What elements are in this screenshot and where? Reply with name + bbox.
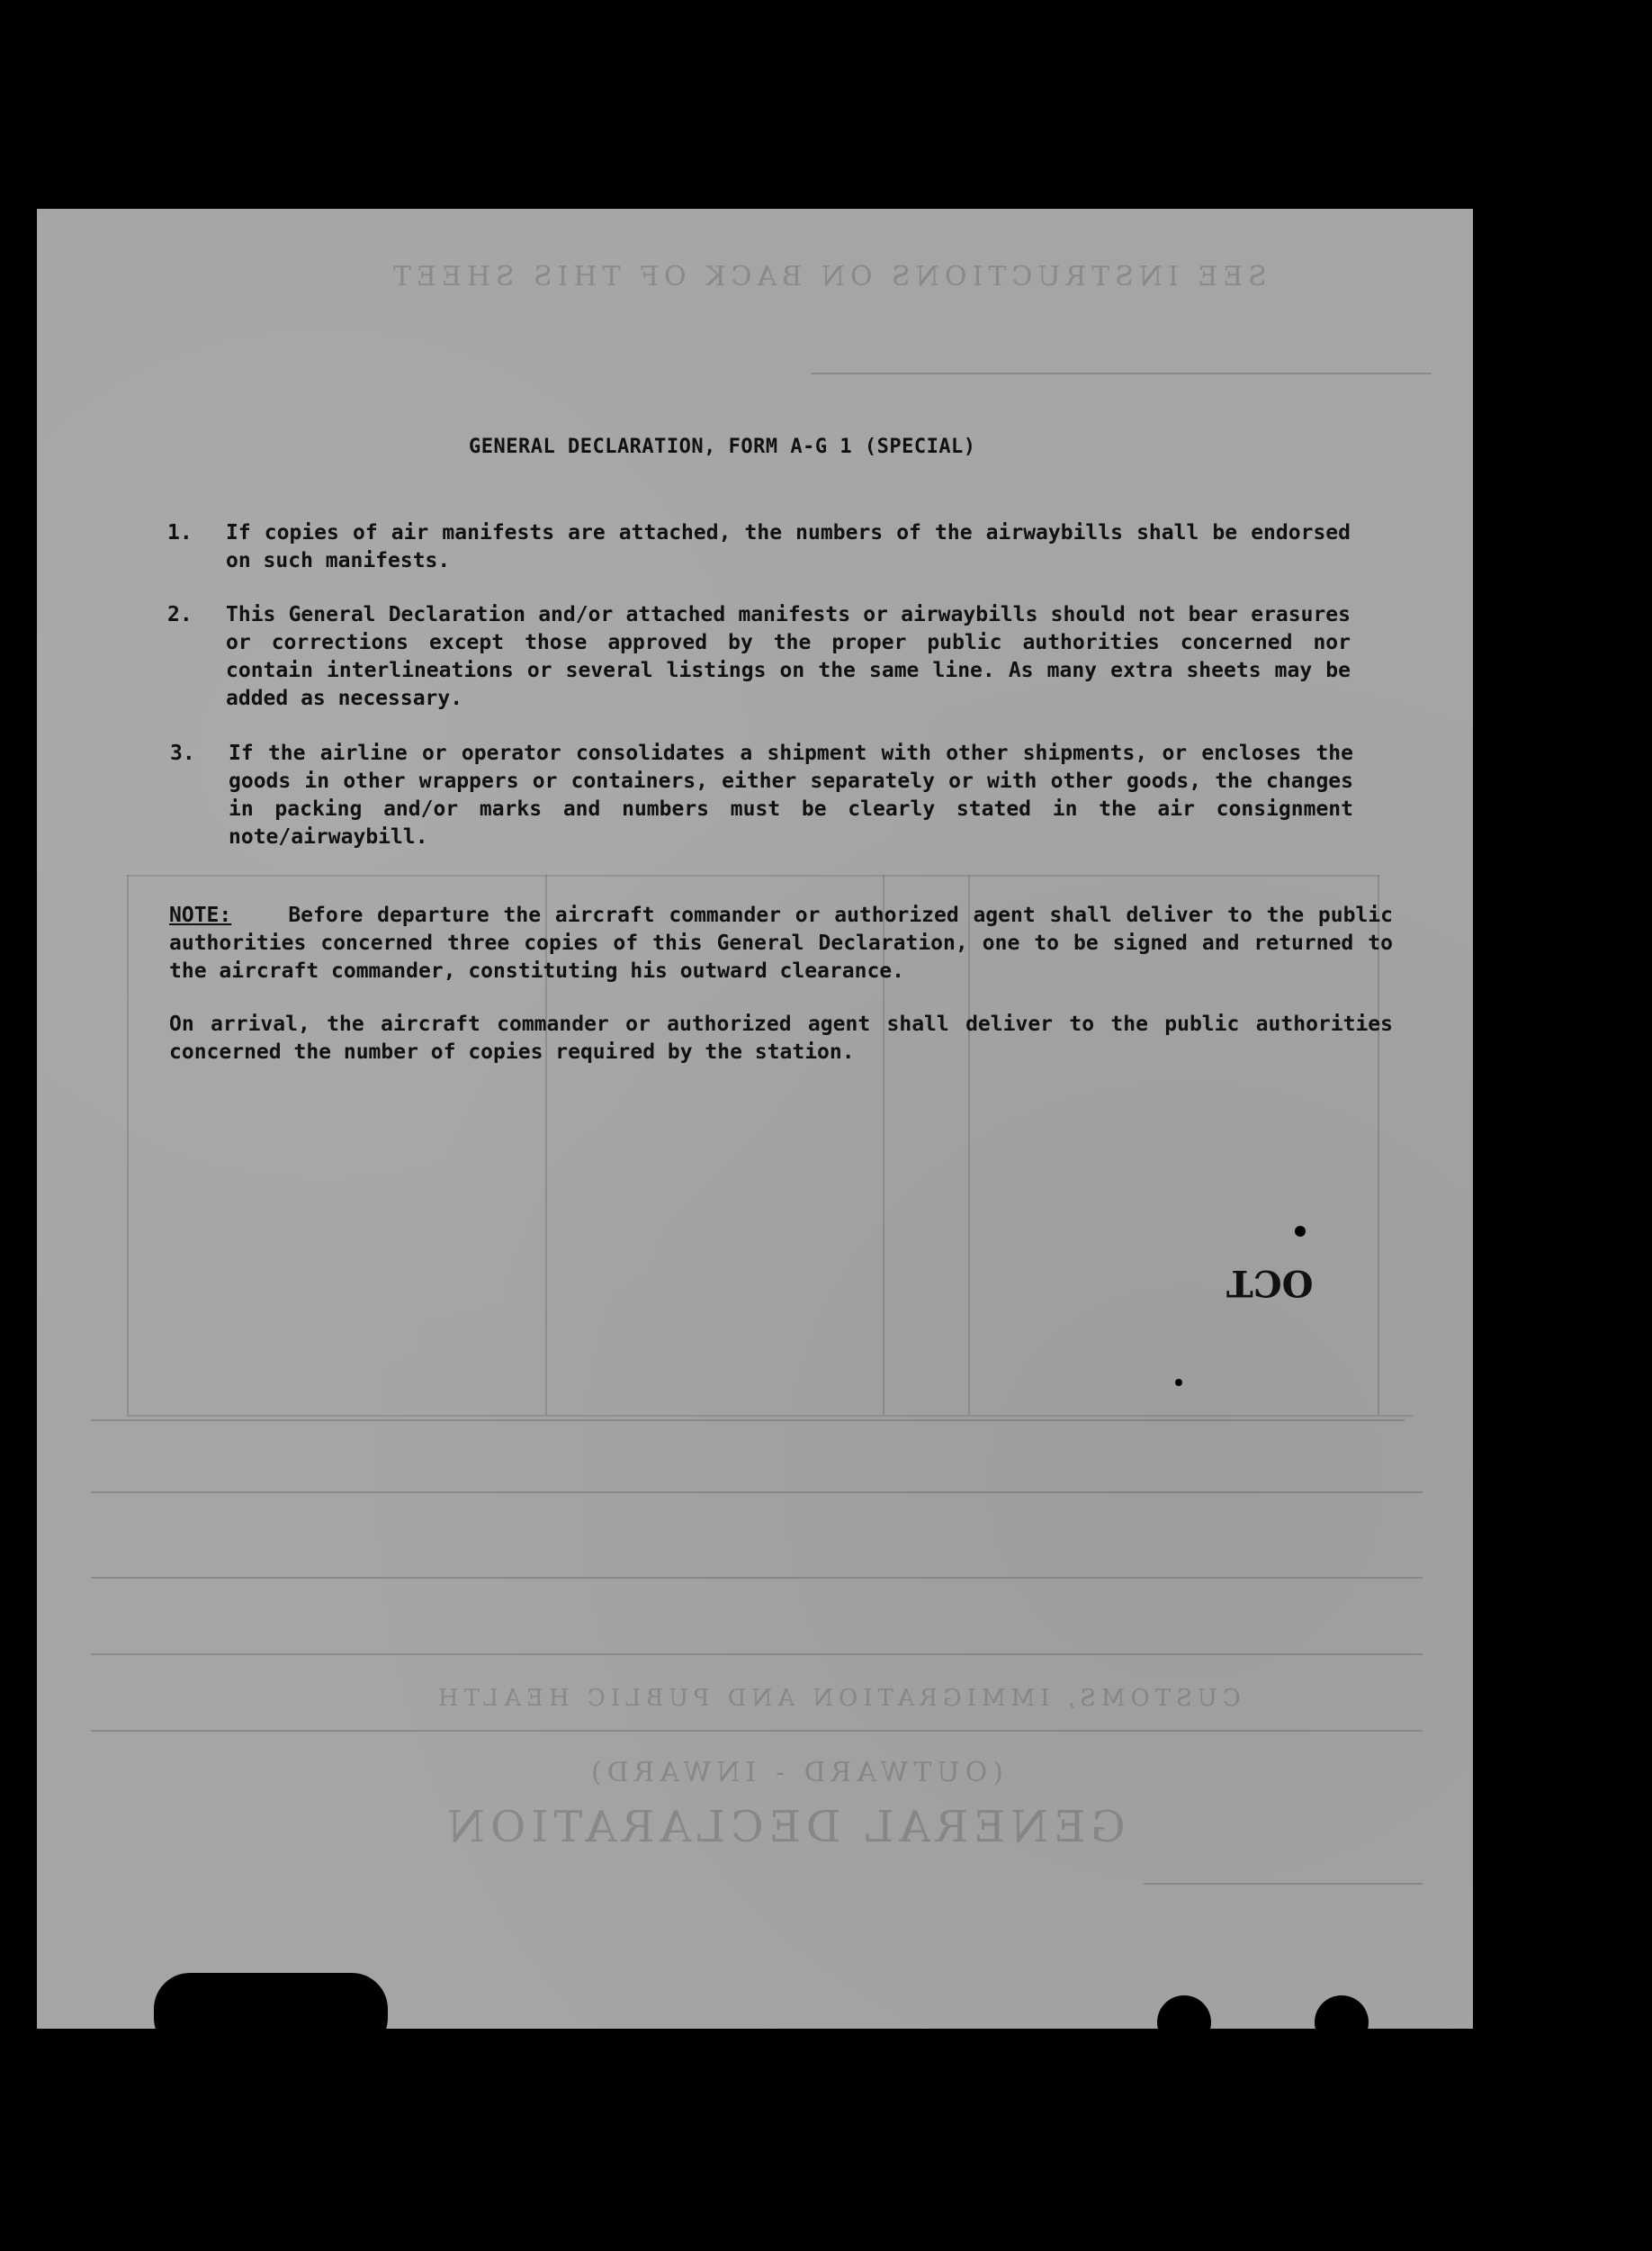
item-number: 3. bbox=[170, 742, 195, 765]
bleed-line bbox=[91, 1491, 1423, 1493]
note-paragraph-2: On arrival, the aircraft commander or authorized agent shall deliver to the public authorities concerned the number of copies required by the station. bbox=[169, 1013, 1393, 1064]
item-text: If copies of air manifests are attached, the numbers of the airwaybills shall be endorsed on such manifests. bbox=[226, 521, 1351, 572]
bleed-text: SEE INSTRUCTIONS ON BACK OF THIS SHEET bbox=[388, 261, 1267, 293]
document-title: GENERAL DECLARATION, FORM A-G 1 (SPECIAL) bbox=[469, 436, 976, 458]
note-text-1: Before departure the aircraft commander or authorized agent shall deliver to the public authorities concerned three copies of this General Declaration, one to be signed and returned to the aircraft commander, constituting his outward clearance. bbox=[169, 904, 1393, 983]
note-label: NOTE: bbox=[169, 904, 232, 927]
bleed-vline bbox=[127, 875, 129, 1415]
binding-hole bbox=[1157, 1995, 1211, 2029]
note-section bbox=[169, 902, 1393, 1067]
bleed-text: GENERAL DECLARATION bbox=[442, 1802, 1126, 1852]
paper-sheet bbox=[37, 209, 1473, 2029]
bleed-line bbox=[91, 1577, 1423, 1579]
bleed-line bbox=[1144, 1883, 1423, 1885]
item-number: 2. bbox=[167, 603, 193, 626]
bleed-line bbox=[127, 1415, 1414, 1417]
binding-hole bbox=[1315, 1995, 1369, 2029]
binding-blot bbox=[154, 1973, 388, 2029]
item-text: If the airline or operator consolidates a shipment with other shipments, or encloses the goods in other wrappers or containers, either separately or with other goods, the changes in packing and/or marks and numbers must be clearly stated in the air consignment note/airwaybill. bbox=[229, 742, 1353, 849]
note-paragraph-1 bbox=[169, 902, 1393, 986]
item-number: 1. bbox=[167, 521, 193, 545]
bleed-line bbox=[127, 875, 1379, 877]
ink-spot bbox=[1295, 1226, 1306, 1237]
date-stamp: OCT bbox=[1226, 1262, 1314, 1304]
ink-spot bbox=[1175, 1379, 1182, 1386]
item-text: This General Declaration and/or attached manifests or airwaybills should not bear erasures or corrections except those approved by the proper public authorities concerned nor contain interlineations or several listings on the same line. As many extra sheets may be added as necessary. bbox=[226, 603, 1351, 710]
bleed-line bbox=[91, 1419, 1405, 1421]
bleed-line bbox=[91, 1730, 1423, 1732]
bleed-text: (OUTWARD - INWARD) bbox=[586, 1757, 1003, 1788]
bleed-line bbox=[811, 373, 1432, 374]
bleed-line bbox=[91, 1653, 1423, 1655]
bleed-text: CUSTOMS, IMMIGRATION AND PUBLIC HEALTH bbox=[433, 1685, 1241, 1712]
